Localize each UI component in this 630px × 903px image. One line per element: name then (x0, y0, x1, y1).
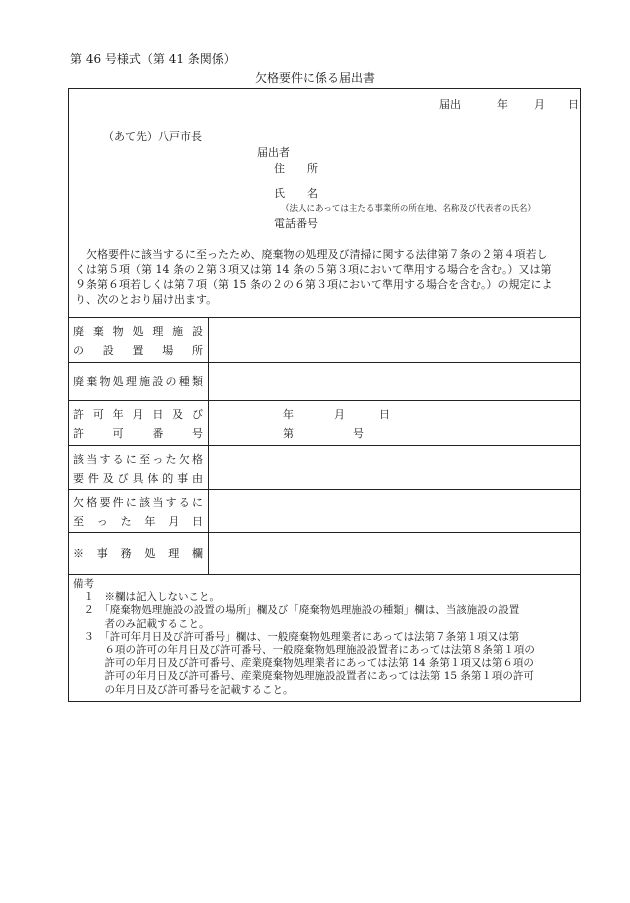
label-line: 該当するに至った欠格 (73, 453, 203, 466)
row-label-facility-location (73, 322, 203, 360)
name-note: （法人にあっては主たる事業所の所在地、名称及び代表者の氏名） (281, 204, 536, 214)
permit-month: 月 (334, 408, 345, 421)
permit-go: 号 (353, 427, 364, 440)
row-label-facility-type (73, 372, 203, 391)
document-title: 欠格要件に係る届出書 (254, 71, 375, 85)
paragraph-line: ９条第６項若しくは第７項（第 15 条の２の６第３項において準用する場合を含む。）の規定によ (75, 278, 553, 291)
paragraph-line: くは第５項（第 14 条の２第３項又は第 14 条の５第３項において準用する場合を含む。）又は第 (75, 263, 552, 276)
permit-year: 年 (283, 408, 294, 421)
date-year[interactable]: 年 (497, 98, 508, 111)
label-line: 至った年月日 (73, 515, 203, 528)
addressee: （あて先）八戸市長 (103, 130, 202, 143)
paragraph-line: 欠格要件に該当するに至ったため、廃棄物の処理及び清掃に関する法律第７条の２第４項若し (75, 248, 548, 261)
remarks (73, 578, 578, 697)
label-line: 廃棄物処理施設 (73, 325, 203, 338)
label-line: ※事務処理欄 (73, 547, 203, 560)
permit-date-number-field[interactable] (209, 401, 580, 445)
facility-type-field[interactable] (209, 363, 580, 400)
label-line: の設置場所 (73, 344, 203, 357)
office-use-field (209, 533, 580, 574)
label-line: 要件及び具体的事由 (73, 472, 203, 485)
declaration-paragraph (75, 247, 575, 307)
paragraph-line: り、次のとおり届け出ます。 (75, 293, 218, 306)
remark-line: １ ※欄は記入しないこと。 (73, 591, 220, 604)
remark-line: ６項の許可の年月日及び許可番号、一般廃棄物処理施設設置者にあっては法第８条第１項の (73, 644, 535, 657)
notifier-label: 届出者 (257, 146, 290, 159)
date-label: 届出 (439, 98, 461, 111)
permit-dai: 第 (283, 427, 294, 440)
facility-location-field[interactable] (209, 318, 580, 362)
row-label-office-use (73, 544, 203, 563)
permit-day: 日 (379, 408, 390, 421)
row-label-permit-date-number (73, 405, 203, 443)
address-label[interactable]: 住 所 (274, 162, 318, 175)
date-day[interactable]: 日 (568, 98, 579, 111)
date-month[interactable]: 月 (534, 98, 545, 111)
row-label-disqualification-reason (73, 450, 203, 488)
row-divider (69, 574, 580, 575)
remark-line: ２ 「廃棄物処理施設の設置の場所」欄及び「廃棄物処理施設の種類」欄は、当該施設の設置 (73, 604, 520, 617)
remark-line: 者のみ記載すること。 (73, 617, 210, 630)
label-line: 廃棄物処理施設の種類 (73, 375, 203, 388)
row-label-disqualification-date (73, 493, 203, 531)
label-line: 許可年月日及び (73, 408, 203, 421)
label-line: 欠格要件に該当するに (73, 496, 203, 509)
remark-line: 許可の年月日及び許可番号、産業廃棄物処理業者にあっては法第 14 条第１項又は第６項の (73, 657, 534, 670)
phone-label[interactable]: 電話番号 (274, 217, 318, 230)
remark-line: ３ 「許可年月日及び許可番号」欄は、一般廃棄物処理業者にあっては法第７条第１項又は第 (73, 630, 520, 643)
disqualification-date-field[interactable] (209, 490, 580, 532)
remark-line: の年月日及び許可番号を記載すること。 (73, 683, 294, 696)
disqualification-reason-field[interactable] (209, 446, 580, 489)
label-line: 許可番号 (73, 427, 203, 440)
form-number: 第 46 号様式（第 41 条関係） (70, 52, 236, 66)
name-label[interactable]: 氏 名 (274, 187, 318, 200)
form-frame (68, 88, 581, 702)
remarks-heading: 備考 (73, 578, 94, 590)
remark-line: 許可の年月日及び許可番号、産業廃棄物処理施設設置者にあっては法第 15 条第１項の許可 (73, 670, 534, 683)
